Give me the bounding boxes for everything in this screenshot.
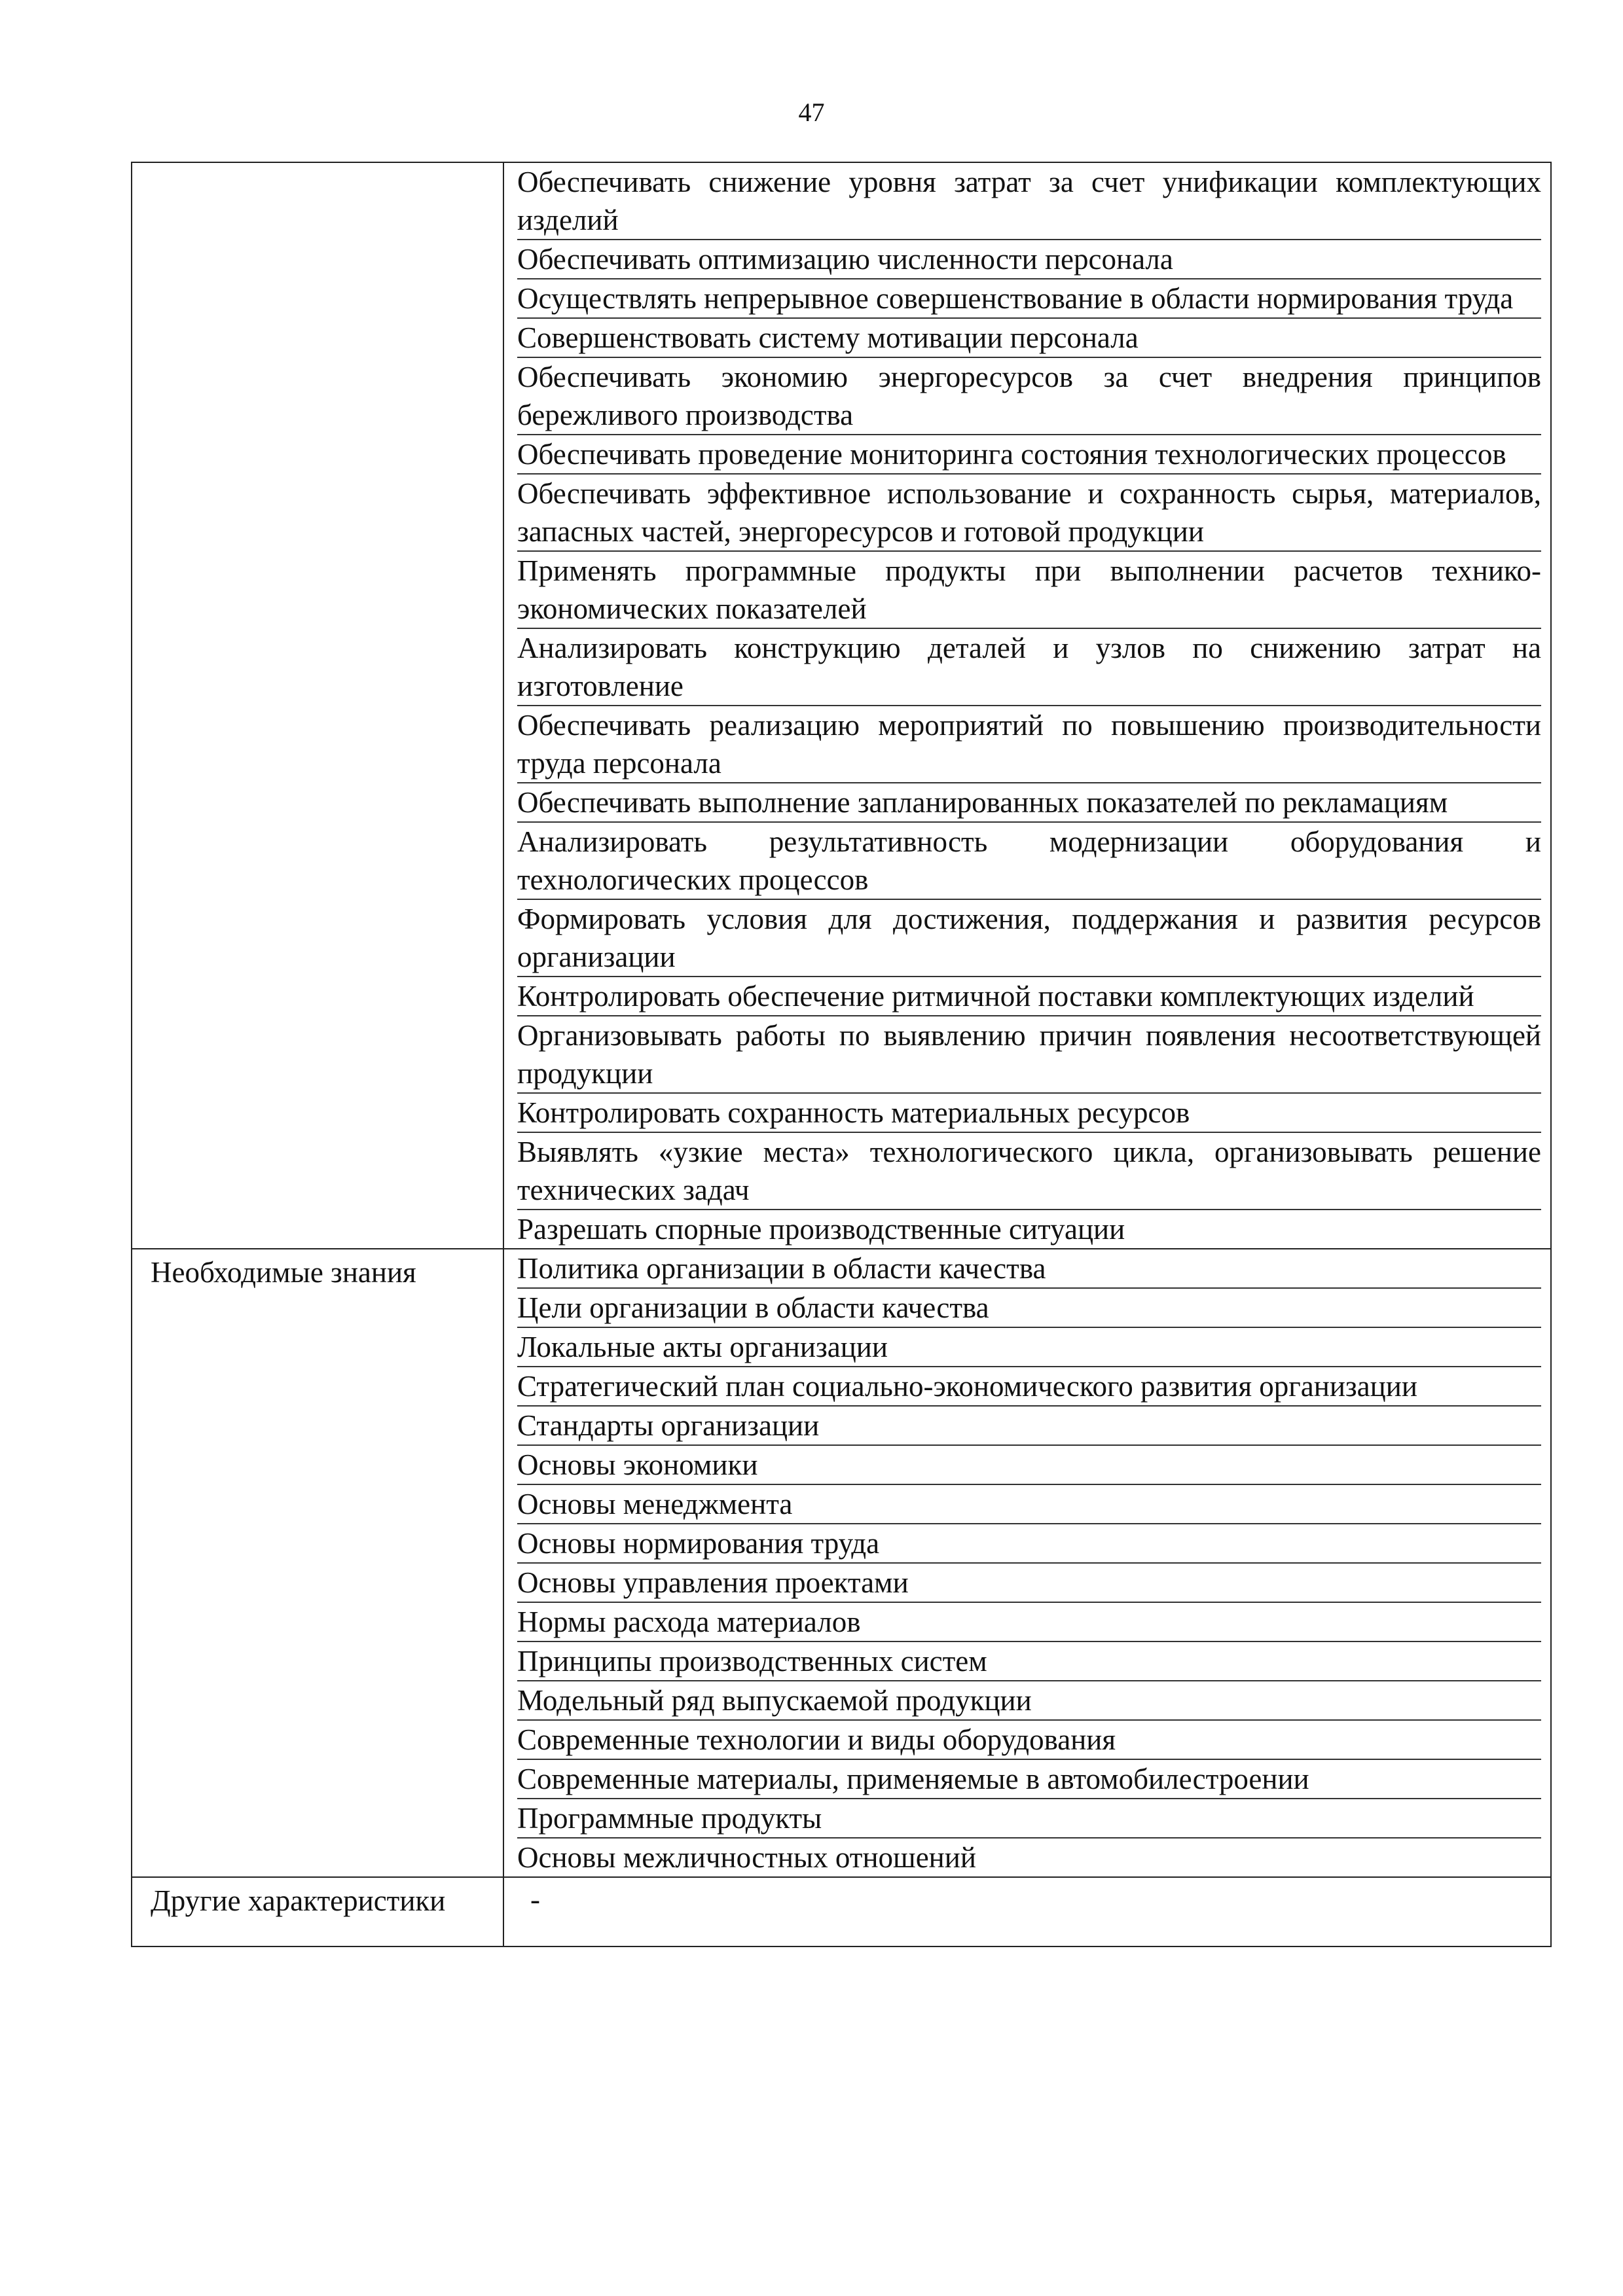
- competency-table: [131, 162, 1552, 1947]
- page-number: 47: [798, 98, 825, 127]
- list-item: Обеспечивать реализацию мероприятий по повышению производительности труда персонала: [517, 706, 1541, 783]
- list-item: Разрешать спорные производственные ситуации: [517, 1213, 1125, 1246]
- table-row: [132, 1249, 1551, 1877]
- list-item: Обеспечивать эффективное использование и сохранность сырья, материалов, запасных частей, энергоресурсов и готовой продукции: [517, 475, 1541, 552]
- knowledge-list: [503, 1249, 1551, 1877]
- list-item: Политика организации в области качества: [517, 1249, 1541, 1289]
- list-item: Основы межличностных отношений: [517, 1841, 976, 1874]
- list-item: Основы нормирования труда: [517, 1524, 1541, 1564]
- list-item: Обеспечивать снижение уровня затрат за счет унификации комплектующих изделий: [517, 163, 1541, 240]
- list-item: Основы управления проектами: [517, 1564, 1541, 1603]
- table-row: [132, 1877, 1551, 1946]
- list-item: Современные материалы, применяемые в автомобилестроении: [517, 1760, 1541, 1799]
- list-item: Основы экономики: [517, 1446, 1541, 1485]
- list-item: Совершенствовать систему мотивации персонала: [517, 319, 1541, 358]
- list-item: Контролировать сохранность материальных ресурсов: [517, 1094, 1541, 1133]
- list-item: Обеспечивать проведение мониторинга состояния технологических процессов: [517, 435, 1541, 475]
- list-item: Выявлять «узкие места» технологического цикла, организовывать решение технических задач: [517, 1133, 1541, 1210]
- list-item: Применять программные продукты при выполнении расчетов технико-экономических показателей: [517, 552, 1541, 629]
- list-item: Современные технологии и виды оборудования: [517, 1721, 1541, 1760]
- other-list: [503, 1877, 1551, 1946]
- list-item: Стандарты организации: [517, 1407, 1541, 1446]
- list-item: Анализировать результативность модернизации оборудования и технологических процессов: [517, 823, 1541, 900]
- list-item: Нормы расхода материалов: [517, 1603, 1541, 1642]
- list-item: Осуществлять непрерывное совершенствование в области нормирования труда: [517, 279, 1541, 319]
- list-item: Локальные акты организации: [517, 1328, 1541, 1367]
- list-item: Цели организации в области качества: [517, 1289, 1541, 1328]
- list-item: -: [530, 1883, 540, 1916]
- list-item: Модельный ряд выпускаемой продукции: [517, 1681, 1541, 1721]
- list-item: Стратегический план социально-экономического развития организации: [517, 1367, 1541, 1407]
- list-item: Программные продукты: [517, 1799, 1541, 1839]
- list-item: Основы менеджмента: [517, 1485, 1541, 1524]
- list-item: Обеспечивать экономию энергоресурсов за счет внедрения принципов бережливого производства: [517, 358, 1541, 435]
- list-item: Контролировать обеспечение ритмичной поставки комплектующих изделий: [517, 977, 1541, 1016]
- list-item: Обеспечивать выполнение запланированных показателей по рекламациям: [517, 783, 1541, 823]
- list-item: Анализировать конструкцию деталей и узлов по снижению затрат на изготовление: [517, 629, 1541, 706]
- row-label-other: Другие характеристики: [132, 1877, 503, 1946]
- skills-list: [503, 162, 1551, 1249]
- list-item: Организовывать работы по выявлению причин появления несоответствующей продукции: [517, 1016, 1541, 1094]
- row-label-knowledge: Необходимые знания: [132, 1249, 503, 1877]
- table-row: [132, 162, 1551, 1249]
- list-item: Принципы производственных систем: [517, 1642, 1541, 1681]
- list-item: Обеспечивать оптимизацию численности персонала: [517, 240, 1541, 279]
- row-label-skills: [132, 162, 503, 1249]
- list-item: Формировать условия для достижения, поддержания и развития ресурсов организации: [517, 900, 1541, 977]
